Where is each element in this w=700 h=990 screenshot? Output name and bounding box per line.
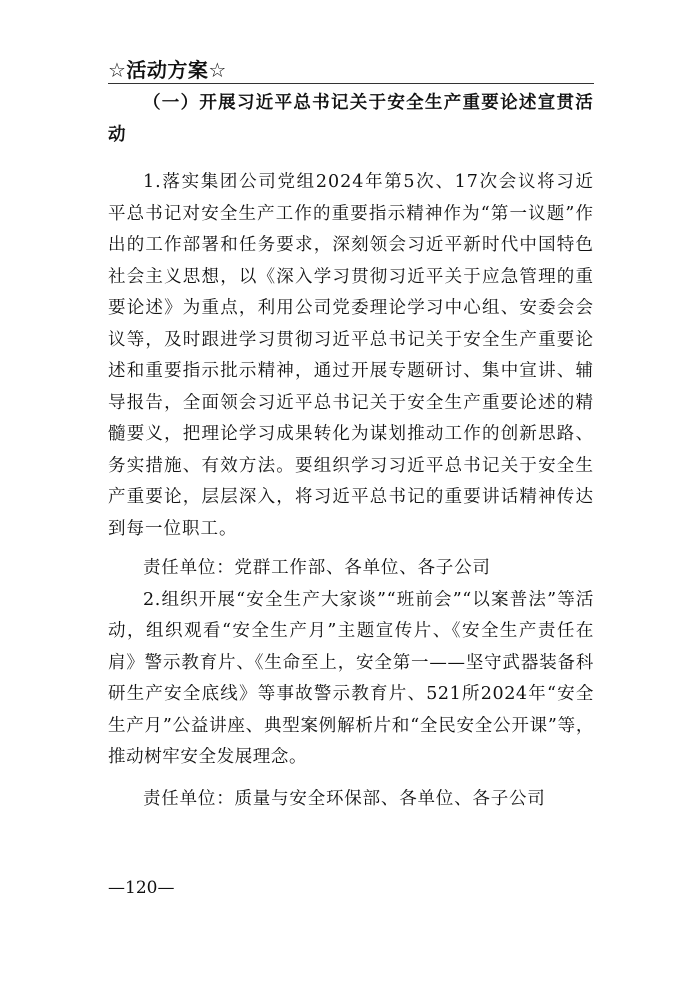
section-title: ☆活动方案☆ (108, 58, 227, 82)
paragraph-item-2: 2.组织开展“安全生产大家谈”“班前会”“以案普法”等活动，组织观看“安全生产月”主题宣传片、《安全生产责任在肩》警示教育片、《生命至上，安全第一——坚守武器装备科研生产安全底线》等事故警示教育片、521所2024年“安全生产月”公益讲座、典型案例解析片和“全民安全公开课”等，推动树牢安全发展理念。 (108, 589, 594, 767)
paragraph-item-1: 1.落实集团公司党组2024年第5次、17次会议将习近平总书记对安全生产工作的重要指示精神作为“第一议题”作出的工作部署和任务要求，深刻领会习近平新时代中国特色社会主义思想，以《深入学习贯彻习近平关于应急管理的重要论述》为重点，利用公司党委理论学习中心组、安委会会议等，及时跟进学习贯彻习近平总书记关于安全生产重要论述和重要指示批示精神，通过开展专题研讨、集中宣讲、辅导报告，全面领会习近平总书记关于安全生产重要论述的精髓要义，把理论学习成果转化为谋划推动工作的创新思路、务实措施、有效方法。要组织学习习近平总书记关于安全生产重要论，层层深入，将习近平总书记的重要讲话精神传达到每一位职工。 (108, 172, 594, 539)
responsible-unit-2: 责任单位：质量与安全环保部、各单位、各子公司 (143, 788, 546, 809)
document-body (108, 88, 594, 815)
page-number: —120— (108, 878, 175, 898)
responsible-unit-1: 责任单位：党群工作部、各单位、各子公司 (143, 558, 491, 578)
title-divider (108, 83, 594, 84)
section-heading: （一）开展习近平总书记关于安全生产重要论述宣贯活动 (108, 93, 594, 145)
